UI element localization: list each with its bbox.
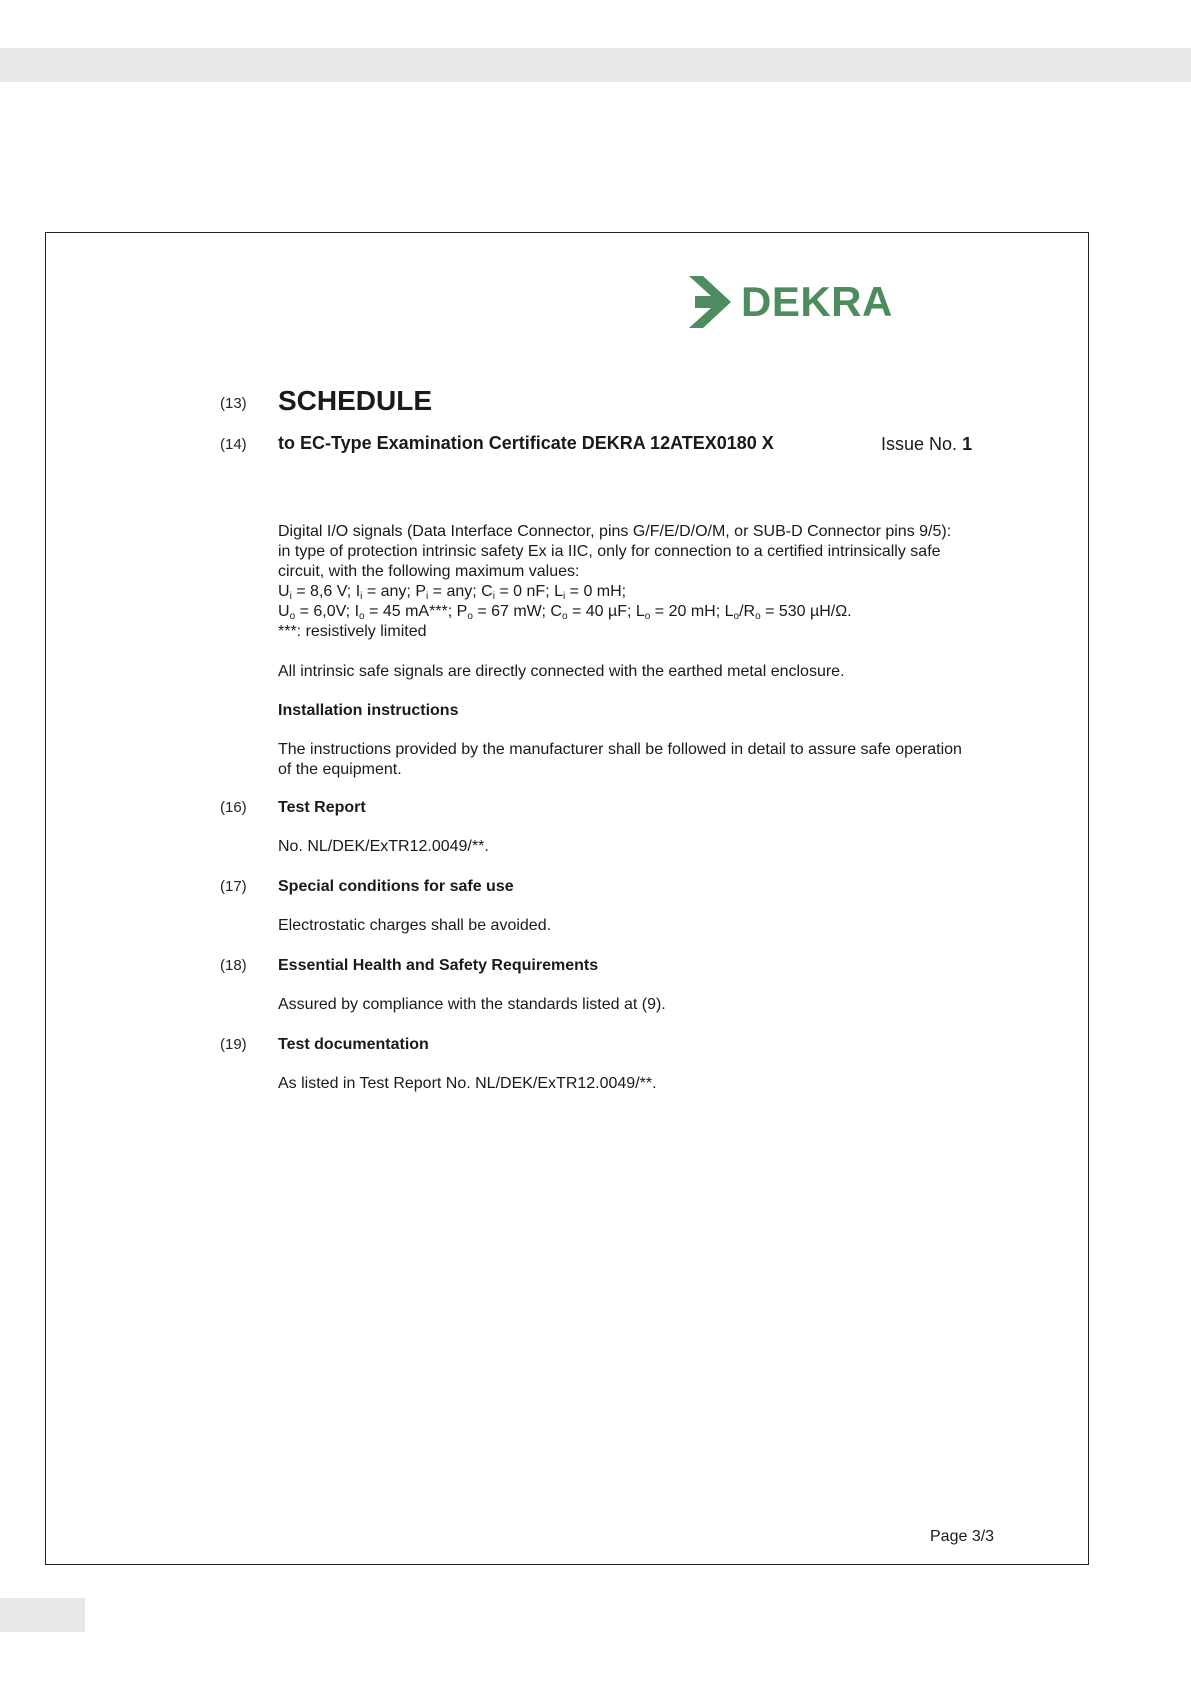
certificate-subtitle: to EC-Type Examination Certificate DEKRA 12ATEX0180 X xyxy=(278,433,774,453)
installation-heading: Installation instructions xyxy=(278,702,459,719)
page-number: Page 3/3 xyxy=(930,1528,995,1545)
digital-line-3: circuit, with the following maximum values: xyxy=(278,563,580,580)
special-conditions-heading: Special conditions for safe use xyxy=(278,878,514,895)
dekra-logo-text: DEKRA xyxy=(741,278,893,325)
dekra-logo-icon xyxy=(689,276,731,328)
ehsr-text: Assured by compliance with the standards listed at (9). xyxy=(278,996,666,1013)
dekra-logo xyxy=(689,274,893,330)
section-number-17: (17) xyxy=(220,878,247,895)
footnote: ***: resistively limited xyxy=(278,623,427,640)
bottom-tab xyxy=(0,1598,85,1632)
section-number-16: (16) xyxy=(220,799,247,816)
test-report-heading: Test Report xyxy=(278,799,366,816)
test-documentation-heading: Test documentation xyxy=(278,1036,429,1053)
certificate-page xyxy=(45,232,1089,1565)
digital-line-1: Digital I/O signals (Data Interface Connector, pins G/F/E/D/O/M, or SUB-D Connector pins 9/5): xyxy=(278,523,952,540)
special-conditions-text: Electrostatic charges shall be avoided. xyxy=(278,917,552,934)
section-number-18: (18) xyxy=(220,957,247,974)
section-number-14: (14) xyxy=(220,436,247,453)
issue-label: Issue No. xyxy=(881,434,958,454)
digital-io-paragraph xyxy=(278,522,1038,642)
output-values-line: $U_o = 6,0V$; $I_o = 45$ mA***; $P_o = 67$ mW; $C_o = 40$ µF; $L_o = 20$ mH; $L_o/R_o = 530$ µH/Ω. xyxy=(278,603,852,622)
test-report-text: No. NL/DEK/ExTR12.0049/**. xyxy=(278,838,489,855)
installation-text: The instructions provided by the manufacturer shall be followed in detail to assure safe operation of the equipment. xyxy=(278,741,962,778)
top-band xyxy=(0,48,1191,82)
enclosure-text: All intrinsic safe signals are directly connected with the earthed metal enclosure. xyxy=(278,663,845,680)
input-values-line: $U_i = 8,6$ V; $I_i$ = any; $P_i$ = any; $C_i = 0$ nF; $L_i = 0$ mH; xyxy=(278,583,627,602)
issue-number xyxy=(881,434,972,455)
ehsr-heading: Essential Health and Safety Requirements xyxy=(278,957,599,974)
issue-value: 1 xyxy=(962,434,973,454)
digital-line-2: in type of protection intrinsic safety Ex ia IIC, only for connection to a certified intrinsically safe xyxy=(278,543,941,560)
section-number-19: (19) xyxy=(220,1036,247,1053)
page-title: SCHEDULE xyxy=(278,385,433,416)
test-documentation-text: As listed in Test Report No. NL/DEK/ExTR12.0049/**. xyxy=(278,1075,657,1092)
section-number-13: (13) xyxy=(220,395,247,412)
